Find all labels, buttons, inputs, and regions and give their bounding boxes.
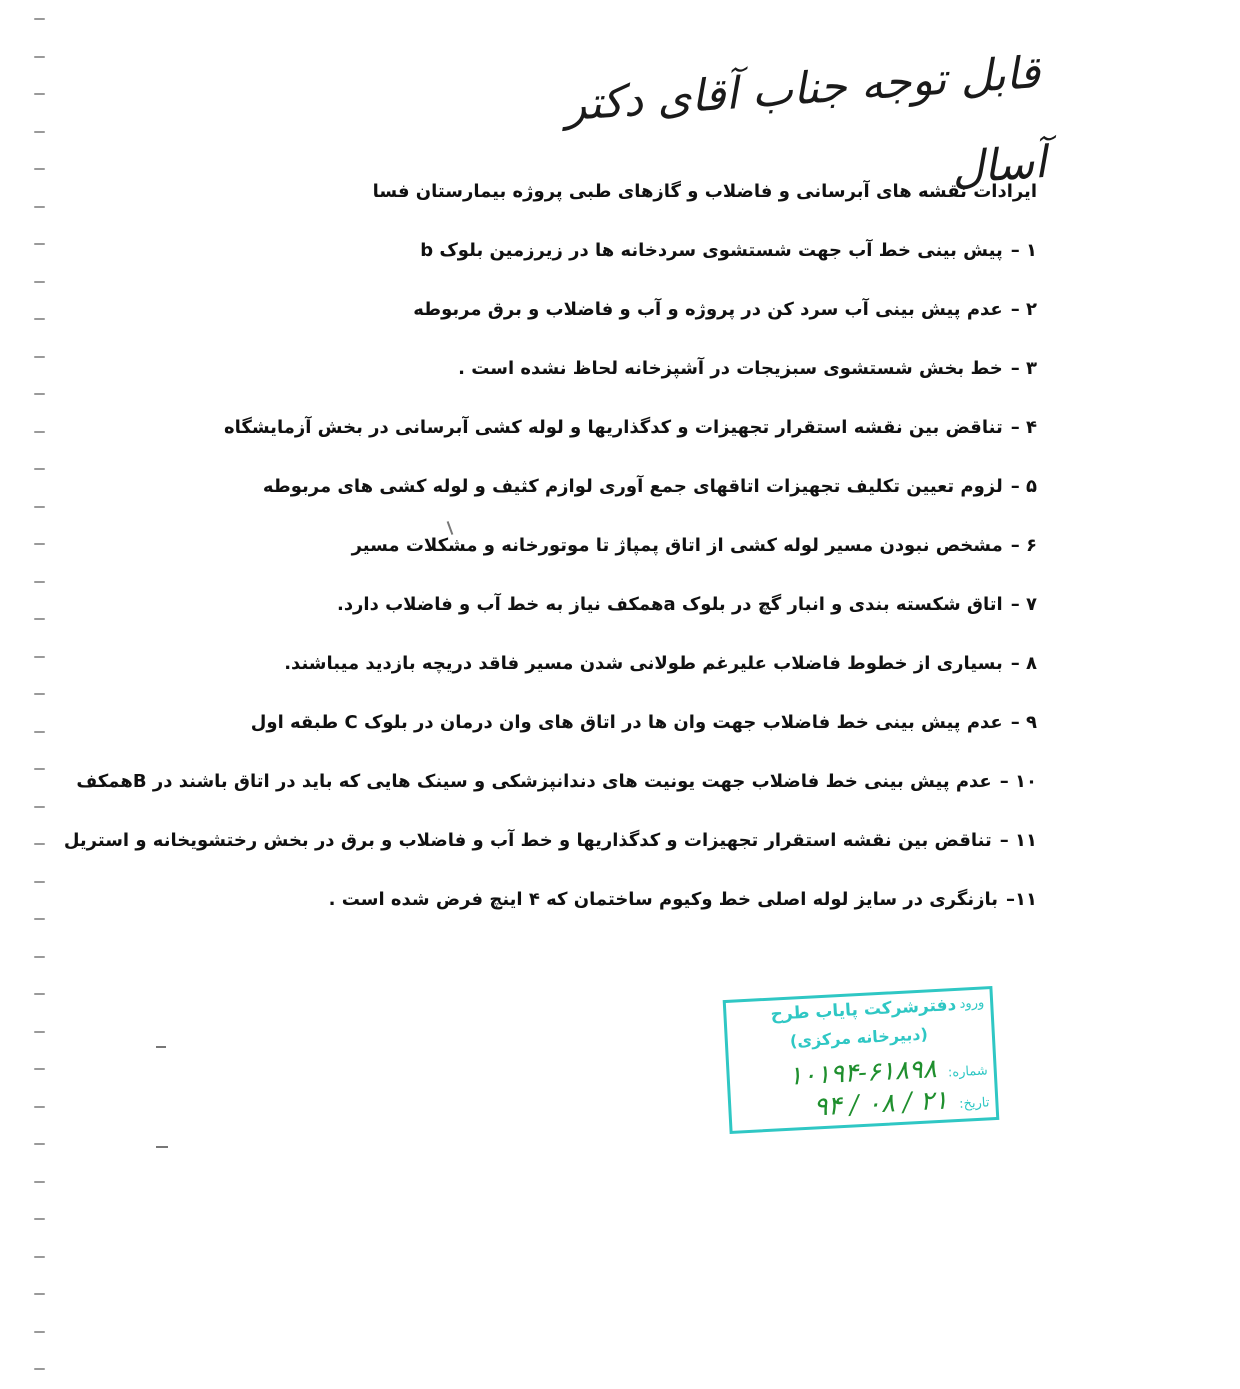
list-item — [76, 760, 1037, 804]
stamp-prefix: ورود — [959, 995, 985, 1012]
item-text: عدم پیش بینی آب سرد کن در پروژه و آب و فاضلاب و برق مربوطه — [413, 299, 1003, 320]
binding-dash — [34, 731, 45, 733]
list-item — [197, 524, 1037, 568]
binding-dash — [34, 693, 45, 695]
issue-list — [63, 229, 1037, 922]
binding-dash — [34, 431, 45, 433]
binding-dash — [34, 1106, 45, 1108]
item-text: عدم پیش بینی خط فاضلاب جهت وان ها در اتاق های وان درمان در بلوک C طبقه اول — [250, 712, 1003, 733]
binding-dash — [34, 18, 45, 20]
binding-dash — [34, 768, 45, 770]
stamp-number-value: ۱۰۱۹۴-۶۱۸۹۸ — [787, 1054, 938, 1092]
list-item — [197, 406, 1037, 450]
office-stamp — [723, 986, 1000, 1134]
binding-dash — [34, 1143, 45, 1145]
stamp-number-label: شماره: — [947, 1063, 989, 1081]
binding-dash — [34, 581, 45, 583]
item-number: ۵ – — [1010, 476, 1037, 497]
item-number: ۳ – — [1010, 358, 1037, 379]
binding-dash — [34, 918, 45, 920]
list-item — [197, 229, 1037, 273]
stamp-office: (دبیرخانه مرکزی) — [789, 1024, 929, 1051]
binding-dash — [34, 1218, 45, 1220]
binding-dash — [34, 1031, 45, 1033]
item-number: ۱ – — [1010, 240, 1037, 261]
binding-dash — [34, 543, 45, 545]
item-text: خط بخش شستشوی سبزیجات در آشپزخانه لحاظ نشده است . — [458, 358, 1003, 379]
binding-dash — [34, 506, 45, 508]
stamp-date-row — [813, 1083, 990, 1122]
binding-dash — [34, 393, 45, 395]
list-item — [197, 465, 1037, 509]
binding-dash — [34, 1068, 45, 1070]
binding-dash — [34, 356, 45, 358]
binding-dash — [34, 656, 45, 658]
item-number: ۴ – — [1010, 417, 1037, 438]
item-number: ۱۱ – — [999, 830, 1037, 851]
binding-dash — [34, 468, 45, 470]
binding-dash — [34, 1331, 45, 1333]
binding-dash — [34, 956, 45, 958]
item-number: ۷ – — [1010, 594, 1037, 615]
item-number: ۹ – — [1010, 712, 1037, 733]
binding-dash — [34, 131, 45, 133]
item-text: بازنگری در سایز لوله اصلی خط وکیوم ساختمان که ۴ اینچ فرض شده است . — [328, 889, 999, 910]
item-number: ۶ – — [1010, 535, 1037, 556]
list-item — [197, 288, 1037, 332]
binding-dash — [34, 618, 45, 620]
document-body — [63, 170, 1037, 937]
list-item — [197, 642, 1037, 686]
binding-dash — [34, 1256, 45, 1258]
item-text: بسیاری از خطوط فاضلاب علیرغم طولانی شدن مسیر فاقد دریچه بازدید میباشند. — [284, 653, 1003, 674]
list-item — [197, 878, 1037, 922]
stamp-company: دفترشرکت پایاب طرح — [770, 994, 957, 1025]
binding-dash — [34, 806, 45, 808]
list-item — [197, 347, 1037, 391]
stray-mark — [156, 1046, 166, 1048]
item-text: تناقض بین نقشه استقرار تجهیزات و کدگذاریها و لوله کشی آبرسانی در بخش آزمایشگاه — [224, 417, 1003, 438]
list-item — [197, 583, 1037, 627]
list-item — [197, 701, 1037, 745]
item-text: عدم پیش بینی خط فاضلاب جهت یونیت های دندانپزشکی و سینک هایی که باید در اتاق باشند در Bهمکف — [76, 771, 992, 792]
binding-dash — [34, 843, 45, 845]
stray-mark — [156, 1146, 168, 1148]
list-item — [63, 819, 1037, 863]
stamp-date-value: ۹۴ / ۰۸ / ۲۱ — [812, 1085, 949, 1123]
stamp-date-label: تاریخ: — [958, 1095, 990, 1112]
item-text: تناقض بین نقشه استقرار تجهیزات و کدگذاریها و خط آب و فاضلاب و برق در بخش رختشویخانه و استریل — [63, 830, 992, 851]
binding-dash — [34, 168, 45, 170]
binding-dash — [34, 993, 45, 995]
item-text: لزوم تعیین تکلیف تجهیزات اتاقهای جمع آوری لوازم کثیف و لوله کشی های مربوطه — [262, 476, 1003, 497]
binding-dash — [34, 281, 45, 283]
binding-dash — [34, 1181, 45, 1183]
item-text: اتاق شکسته بندی و انبار گچ در بلوک aهمکف نیاز به خط آب و فاضلاب دارد. — [336, 594, 1003, 615]
binding-dash — [34, 93, 45, 95]
handwritten-note: قابل توجه جناب آقای دکتر آسال — [563, 47, 1049, 195]
item-number: ۱۱– — [1006, 889, 1037, 910]
binding-marks — [34, 0, 48, 1389]
binding-dash — [34, 206, 45, 208]
binding-dash — [34, 881, 45, 883]
document-title: ایرادات نقشه های آبرسانی و فاضلاب و گازهای طبی پروژه بیمارستان فسا — [372, 181, 1037, 202]
item-text: پیش بینی خط آب جهت شستشوی سردخانه ها در زیرزمین بلوک b — [420, 240, 1003, 261]
binding-dash — [34, 1368, 45, 1370]
binding-dash — [34, 56, 45, 58]
item-number: ۲ – — [1010, 299, 1037, 320]
item-text: مشخص نبودن مسیر لوله کشی از اتاق پمپاژ تا موتورخانه و مشکلات مسیر — [351, 535, 1003, 556]
binding-dash — [34, 243, 45, 245]
item-number: ۱۰ – — [999, 771, 1037, 792]
item-number: ۸ – — [1010, 653, 1037, 674]
binding-dash — [34, 318, 45, 320]
binding-dash — [34, 1293, 45, 1295]
